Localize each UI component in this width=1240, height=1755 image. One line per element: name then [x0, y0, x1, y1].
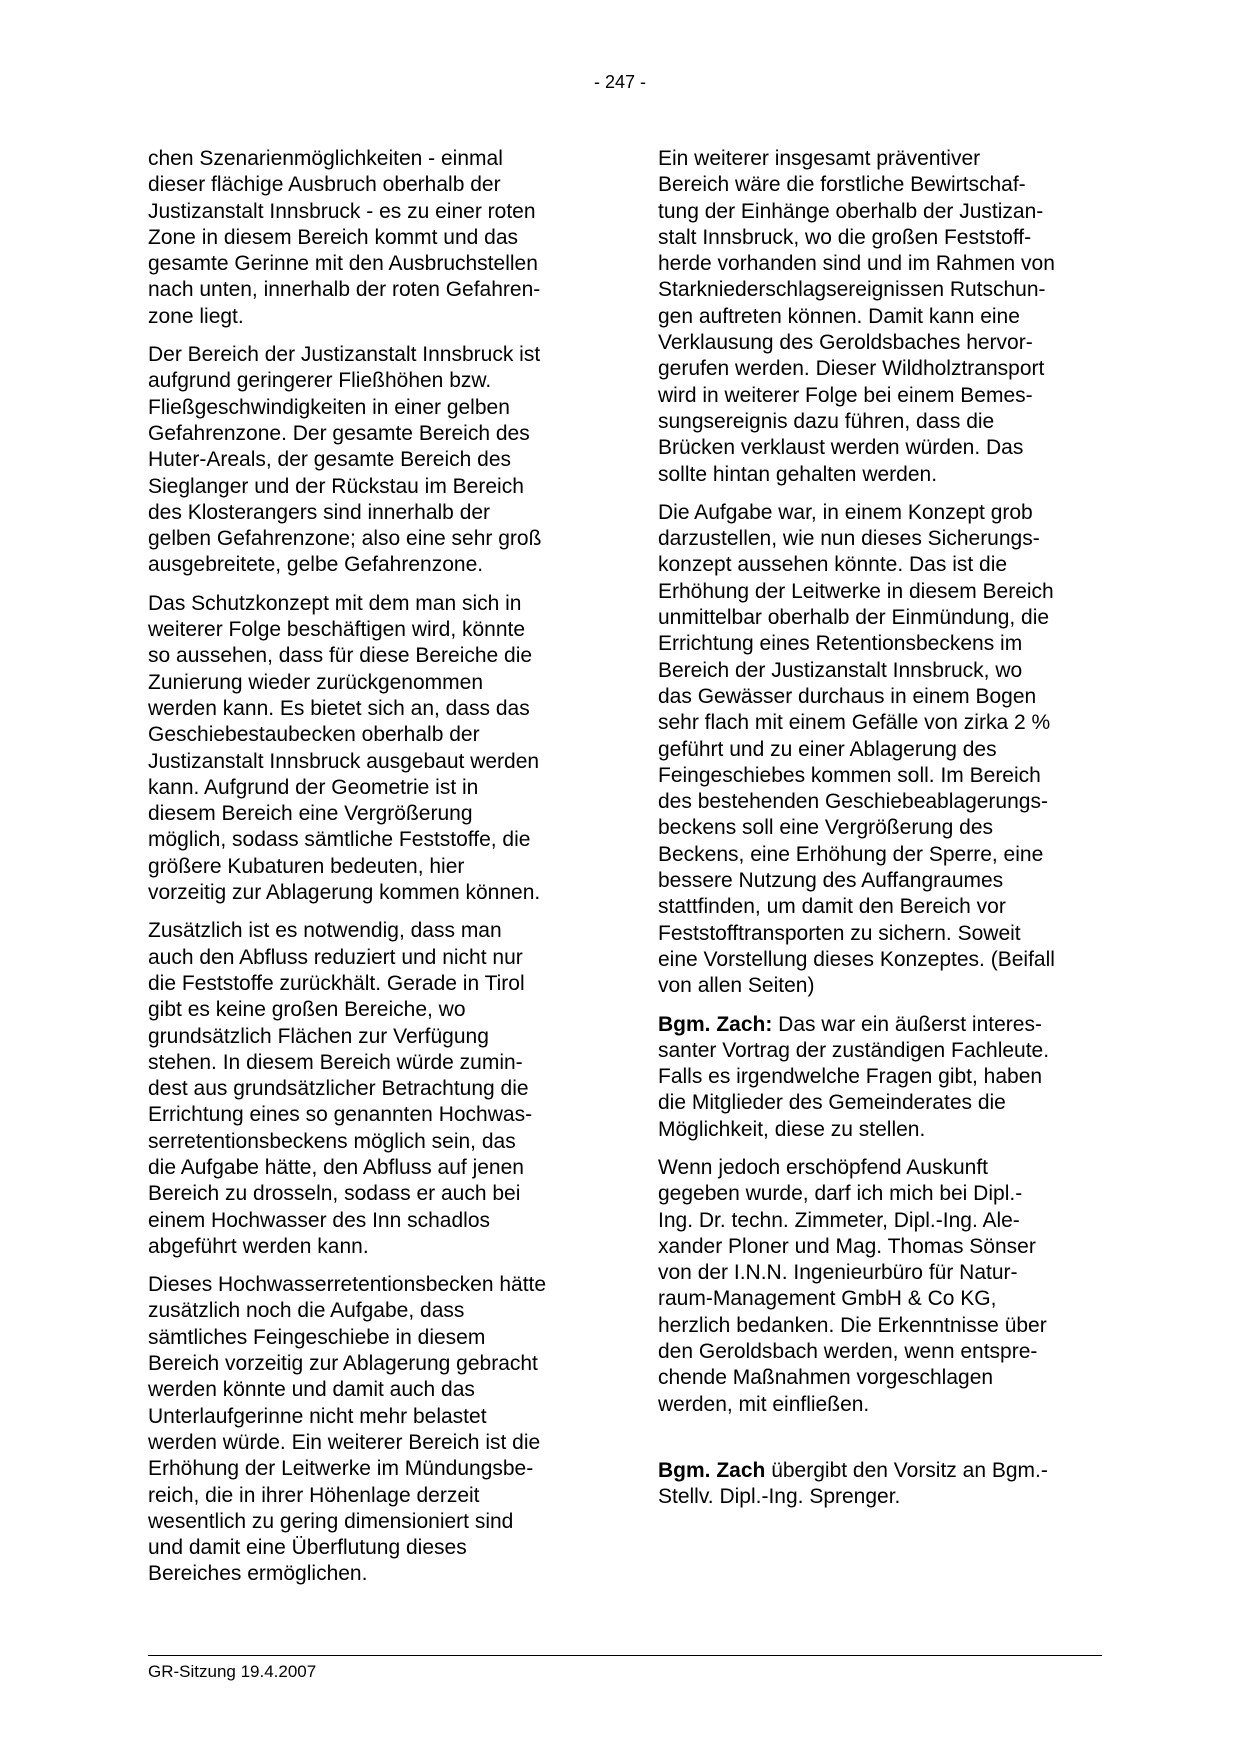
page-number: - 247 - — [593, 72, 647, 92]
left-column — [148, 146, 588, 1600]
paragraph: chen Szenarienmöglichkeiten - einmal dieser flächige Ausbruch oberhalb der Justizanstalt Innsbruck - es zu einer roten Zone in diesem Bereich kommt und das gesamte Gerinne mit den Ausbruchstellen nach unten, innerhalb der roten Gefahren- zone liegt. — [148, 147, 541, 328]
speech-paragraph — [658, 1458, 1108, 1511]
speaker-name: Bgm. Zach — [658, 1458, 766, 1482]
paragraph: Dieses Hochwasserretentionsbecken hätte zusätzlich noch die Aufgabe, dass sämtliches Feingeschiebe in diesem Bereich vorzeitig zur Ablagerung gebracht werden könnte und damit auch das Unterlaufgerinne nicht mehr belastet werden würde. Ein weiterer Bereich ist die Erhöhung der Leitwerke im Mündungsbe- reich, die in ihrer Höhenlage derzeit wesentlich zu gering dimensioniert sind und damit eine Überflutung dieses Bereiches ermöglichen. — [148, 1273, 547, 1586]
speech-text: Das war ein äußerst interes- santer Vortrag der zuständigen Fachleute. Falls es irgendwelche Fragen gibt, haben die Mitglieder des Gemeinderates die Möglichkeit, diese zu stellen. — [658, 1012, 1050, 1141]
paragraph: Ein weiterer insgesamt präventiver Bereich wäre die forstliche Bewirtschaf- tung der Einhänge oberhalb der Justizan- stalt Innsbruck, wo die großen Feststoff- herde vorhanden sind und im Rahmen von Starkniederschlagsereignissen Rutschun- gen auftreten können. Damit kann eine Verklausung des Geroldsbaches hervor- gerufen werden. Dieser Wildholztransport wird in weiterer Folge bei einem Bemes- sungsereignis dazu führen, dass die Brücken verklaust werden würden. Das sollte hintan gehalten werden. — [658, 147, 1055, 486]
paragraph: Die Aufgabe war, in einem Konzept grob darzustellen, wie nun dieses Sicherungs- konzept aussehen könnte. Das ist die Erhöhung der Leitwerke in diesem Bereich unmittelbar oberhalb der Einmündung, die Errichtung eines Retentionsbeckens im Bereich der Justizanstalt Innsbruck, wo das Gewässer durchaus in einem Bogen sehr flach mit einem Gefälle von zirka 2 % geführt und zu einer Ablagerung des Feingeschiebes kommen soll. Im Bereich des bestehenden Geschiebeablagerungs- beckens soll eine Vergrößerung des Beckens, eine Erhöhung der Sperre, eine bessere Nutzung des Auffangraumes stattfinden, um damit den Bereich vor Feststofftransporten zu sichern. Soweit eine Vorstellung dieses Konzeptes. (Beifall von allen Seiten) — [658, 500, 1055, 998]
footer-divider — [148, 1655, 1102, 1656]
footer-text: GR-Sitzung 19.4.2007 — [148, 1662, 317, 1681]
right-column — [658, 146, 1108, 1523]
paragraph: Wenn jedoch erschöpfend Auskunft gegeben wurde, darf ich mich bei Dipl.- Ing. Dr. techn. Zimmeter, Dipl.-Ing. Ale- xander Ploner und Mag. Thomas Sönser von der I.N.N. Ingenieurbüro für Natur- raum-Management GmbH & Co KG, herzlich bedanken. Die Erkenntnisse über den Geroldsbach werden, wenn entspre- chende Maßnahmen vorgeschlagen werden, mit einfließen. — [658, 1155, 1047, 1416]
speech-paragraph — [658, 1012, 1108, 1143]
paragraph: Zusätzlich ist es notwendig, dass man auch den Abfluss reduziert und nicht nur die Feststoffe zurückhält. Gerade in Tirol gibt es keine großen Bereiche, wo grundsätzlich Flächen zur Verfügung stehen. In diesem Bereich würde zumin- dest aus grundsätzlicher Betrachtung die Errichtung eines so genannten Hochwas- serretentionsbeckens möglich sein, das die Aufgabe hätte, den Abfluss auf jenen Bereich zu drosseln, sodass er auch bei einem Hochwasser des Inn schadlos abgeführt werden kann. — [148, 919, 533, 1258]
paragraph: Das Schutzkonzept mit dem man sich in weiterer Folge beschäftigen wird, könnte so aussehen, dass für diese Bereiche die Zunierung wieder zurückgenommen werden kann. Es bietet sich an, dass das Geschiebestaubecken oberhalb der Justizanstalt Innsbruck ausgebaut werden kann. Aufgrund der Geometrie ist in diesem Bereich eine Vergrößerung möglich, sodass sämtliche Feststoffe, die größere Kubaturen bedeuten, hier vorzeitig zur Ablagerung kommen können. — [148, 591, 541, 905]
speaker-name: Bgm. Zach: — [658, 1012, 773, 1036]
paragraph: Der Bereich der Justizanstalt Innsbruck ist aufgrund geringerer Fließhöhen bzw. Fließgeschwindigkeiten in einer gelben Gefahrenzone. Der gesamte Bereich des Huter-Areals, der gesamte Bereich des Sieglanger und der Rückstau im Bereich des Klosterangers sind innerhalb der gelben Gefahrenzone; also eine sehr groß ausgebreitete, gelbe Gefahrenzone. — [148, 343, 542, 577]
speech-text: übergibt den Vorsitz an Bgm.- Stellv. Dipl.-Ing. Sprenger. — [658, 1458, 1048, 1509]
